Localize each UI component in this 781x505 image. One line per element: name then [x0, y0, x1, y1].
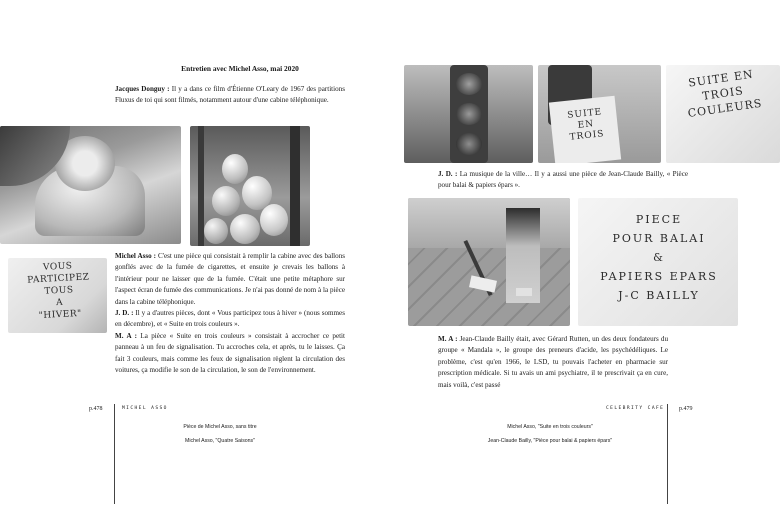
page-number-right: p.479 [679, 406, 693, 412]
balloon [230, 214, 260, 244]
page-number-left: p.478 [89, 406, 103, 412]
scattered-paper [516, 288, 532, 296]
sign-text: SUITE EN TROIS [566, 107, 605, 143]
speaker-label: Michel Asso : [115, 252, 156, 260]
paragraph-text: Jean-Claude Bailly était, avec Gérard Rutten, un des deux fondateurs du groupe « Mandala », le groupe des preneurs d'acide, les psychédéliques. Le problème, c'est qu'en 1966, le LSD, tu pouvais l'acheter en pharmacie sur prescription médicale. Si tu avais un ami psychiatre, il te prescrivait ça en cure, mais voilà, c'est passé [438, 335, 668, 389]
paragraph-text: Il y a d'autres pièces, dont « Vous participez tous à hiver » (nous sommes en décembre), et « Suite en trois couleurs ». [115, 309, 345, 329]
speaker-label: J. D. : [115, 309, 134, 318]
speaker-label: M. A : [438, 335, 458, 343]
photo-balloons-cabin [190, 126, 310, 246]
photo-suite-sign-closeup [666, 65, 780, 163]
paragraph-asso-mandala [438, 334, 668, 391]
traffic-lamp [456, 103, 482, 125]
sign-text: PIECE POUR BALAI & PAPIERS EPARS J-C BAILLY [600, 213, 718, 302]
article-title: Entretien avec Michel Asso, mai 2020 [181, 64, 299, 73]
sign-text: SUITE EN TROIS COULEURS [686, 67, 764, 121]
balloon [204, 218, 228, 244]
paragraph-text: C'est une pièce qui consistait à remplir la cabine avec des ballons gonflés avec de la fumée de cigarettes, et ensuite je crevais les ballons à l'intérieur pour ne laisser que de la fumée. C'était une petite métaphore sur l'aspect écran de fumée des communications. Je n'ai pas donné de nom à la pièce dans la cabine téléphonique. [115, 252, 346, 306]
scattered-paper [469, 275, 497, 292]
balloon [222, 154, 248, 184]
traffic-lamp [456, 133, 482, 155]
paragraph-donguy-city-music [438, 169, 688, 192]
wall-shape [408, 198, 570, 248]
running-head-right: CELEBRITY CAFE [606, 406, 665, 411]
photo-traffic-light [404, 65, 533, 163]
speaker-label: Jacques Donguy : [115, 85, 170, 93]
balloon [260, 204, 288, 236]
photo-suite-sign-on-light [538, 65, 661, 163]
caption-untitled-piece: Pièce de Michel Asso, sans titre [183, 424, 257, 430]
traffic-lamp [456, 73, 482, 95]
sign-text: VOUS PARTICIPEZ TOUS A "HIVER" [27, 261, 90, 322]
paragraph-asso-cabin [115, 251, 345, 376]
paragraph-donguy-intro [115, 84, 345, 107]
running-head-left: MICHEL ASSO [122, 406, 168, 411]
margin-rule-left [114, 404, 115, 504]
photo-telephone [0, 126, 181, 244]
photo-piece-pour-balai-sign [578, 198, 738, 326]
caption-suite-trois-couleurs: Michel Asso, "Suite en trois couleurs" [507, 424, 593, 430]
balloon [212, 186, 240, 216]
caption-piece-pour-balai: Jean-Claude Bailly, "Pièce pour balai & papiers épars" [487, 438, 613, 444]
speaker-label: M. A : [115, 331, 137, 340]
cabin-frame-left [198, 126, 204, 246]
cabin-frame-right [290, 126, 300, 246]
paragraph-text: Il y a dans ce film d'Étienne O'Leary de 1967 des partitions Fluxus de toi qui sont filmés, notamment autour d'une cabine téléphonique. [115, 85, 345, 105]
photo-broom-sweeping [408, 198, 570, 326]
margin-rule-right [667, 404, 668, 504]
paragraph-text: La pièce « Suite en trois couleurs » consistait à accrocher ce petit panneau à un feu de signalisation. Tu accroches cela, et après, tu le laisses. Ça fait 3 couleurs, mais comme les feux de signalisation règlent la circulation des voitures, ça modifie le son de la circulation, le son de l'environnement. [115, 331, 346, 375]
photo-sign-vous-participez [8, 258, 107, 333]
paragraph-text: La musique de la ville… Il y a aussi une pièce de Jean-Claude Bailly, « Pièce pour balai & papiers épars ». [438, 170, 688, 190]
speaker-label: J. D. : [438, 170, 458, 178]
caption-quatre-saisons: Michel Asso, "Quatre Saisons" [185, 438, 255, 444]
